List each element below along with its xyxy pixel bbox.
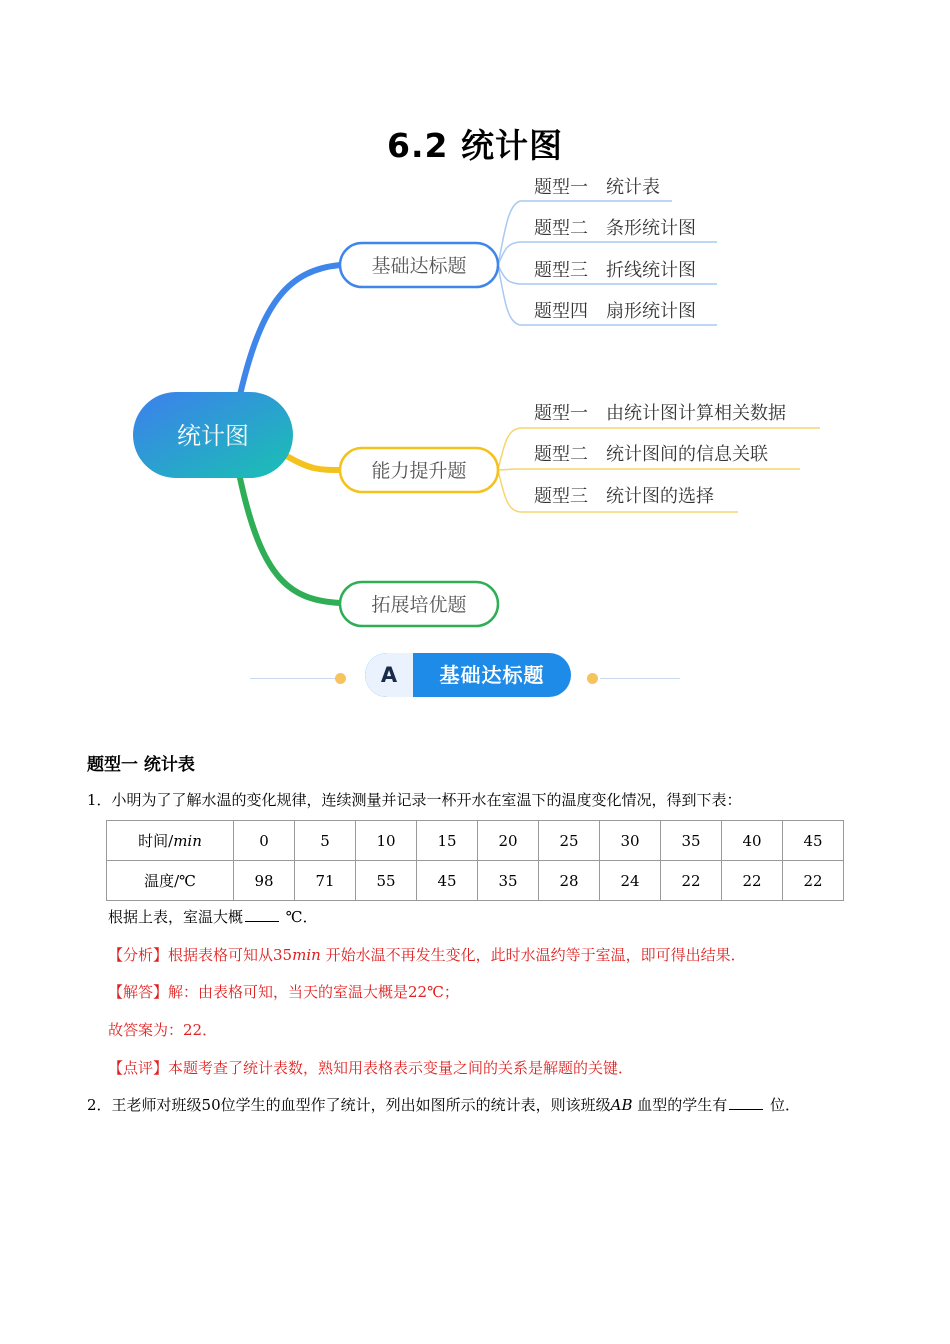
table-cell: 5 [295,821,356,861]
leaf-ability-2: 题型二 统计图间的信息关联 [534,444,768,465]
table-cell: 20 [478,821,539,861]
table-cell: 98 [234,861,295,901]
question-2-number: 2． [87,1096,112,1114]
question-1-prompt: 根据上表，室温大概 ℃． [108,908,318,926]
section-banner [250,650,690,700]
section-heading: 题型一 统计表 [87,755,195,775]
table-row [107,861,844,901]
table-cell: 22 [722,861,783,901]
table-cell: 25 [539,821,600,861]
analysis-tag: 【分析】 [108,946,169,964]
branch-connector-basic [240,265,340,395]
banner-line-right [600,678,680,679]
table-cell: 45 [417,861,478,901]
table-cell: 24 [600,861,661,901]
root-node-label: 统计图 [177,422,249,450]
answer-line: 【解答】解：由表格可知，当天的室温大概是22℃； [108,983,459,1001]
question-1-number: 1． [87,791,112,809]
banner-dot-right [587,673,598,684]
table-row [107,821,844,861]
table-cell: 40 [722,821,783,861]
table-row-header: 时间/min [107,821,234,861]
table-cell: 28 [539,861,600,901]
table-row-header: 温度/℃ [107,861,234,901]
table-cell: 55 [356,861,417,901]
leaf-basic-1: 题型一 统计表 [534,177,660,198]
table-cell: 22 [783,861,844,901]
table-cell: 0 [234,821,295,861]
branch-connector-ability [285,455,340,470]
result-line: 故答案为：22． [108,1021,218,1039]
banner-line-left [250,678,340,679]
answer-blank[interactable] [729,1095,763,1110]
answer-blank[interactable] [245,907,279,922]
branch-node-extend-label: 拓展培优题 [371,594,467,616]
comment-line: 【点评】本题考查了统计表数，熟知用表格表示变量之间的关系是解题的关键． [108,1059,634,1077]
leaf-ability-3: 题型三 统计图的选择 [534,486,714,507]
table-cell: 71 [295,861,356,901]
mind-map [0,170,950,640]
leaf-basic-4: 题型四 扇形统计图 [534,301,696,322]
table-cell: 35 [478,861,539,901]
comment-tag: 【点评】 [108,1059,169,1077]
banner-text: 基础达标题 [439,663,545,687]
banner-letter: A [365,653,413,697]
banner-pill [365,653,571,697]
table-cell: 15 [417,821,478,861]
branch-connector-extend [240,478,340,603]
table-cell: 35 [661,821,722,861]
question-2: 2．王老师对班级50位学生的血型作了统计，列出如图所示的统计表，则该班级AB 血型的学生有 位． [87,1096,801,1114]
table-cell: 22 [661,861,722,901]
analysis-line: 【分析】根据表格可知从35min 开始水温不再发生变化，此时水温约等于室温，即可得出结果． [108,946,746,964]
leaf-basic-2: 题型二 条形统计图 [534,218,696,239]
temperature-table [106,820,844,901]
leaf-ability-1: 题型一 由统计图计算相关数据 [534,403,786,424]
leaf-basic-3: 题型三 折线统计图 [534,260,696,281]
banner-dot-left [335,673,346,684]
question-1-text: 小明为了了解水温的变化规律，连续测量并记录一杯开水在室温下的温度变化情况，得到下表： [111,791,742,809]
question-1 [87,789,742,810]
table-cell: 10 [356,821,417,861]
branch-node-basic-label: 基础达标题 [371,255,467,277]
branch-node-ability-label: 能力提升题 [371,460,467,482]
table-cell: 30 [600,821,661,861]
table-cell: 45 [783,821,844,861]
page-title: 6.2 统计图 [387,126,563,165]
answer-tag: 【解答】 [108,983,169,1001]
